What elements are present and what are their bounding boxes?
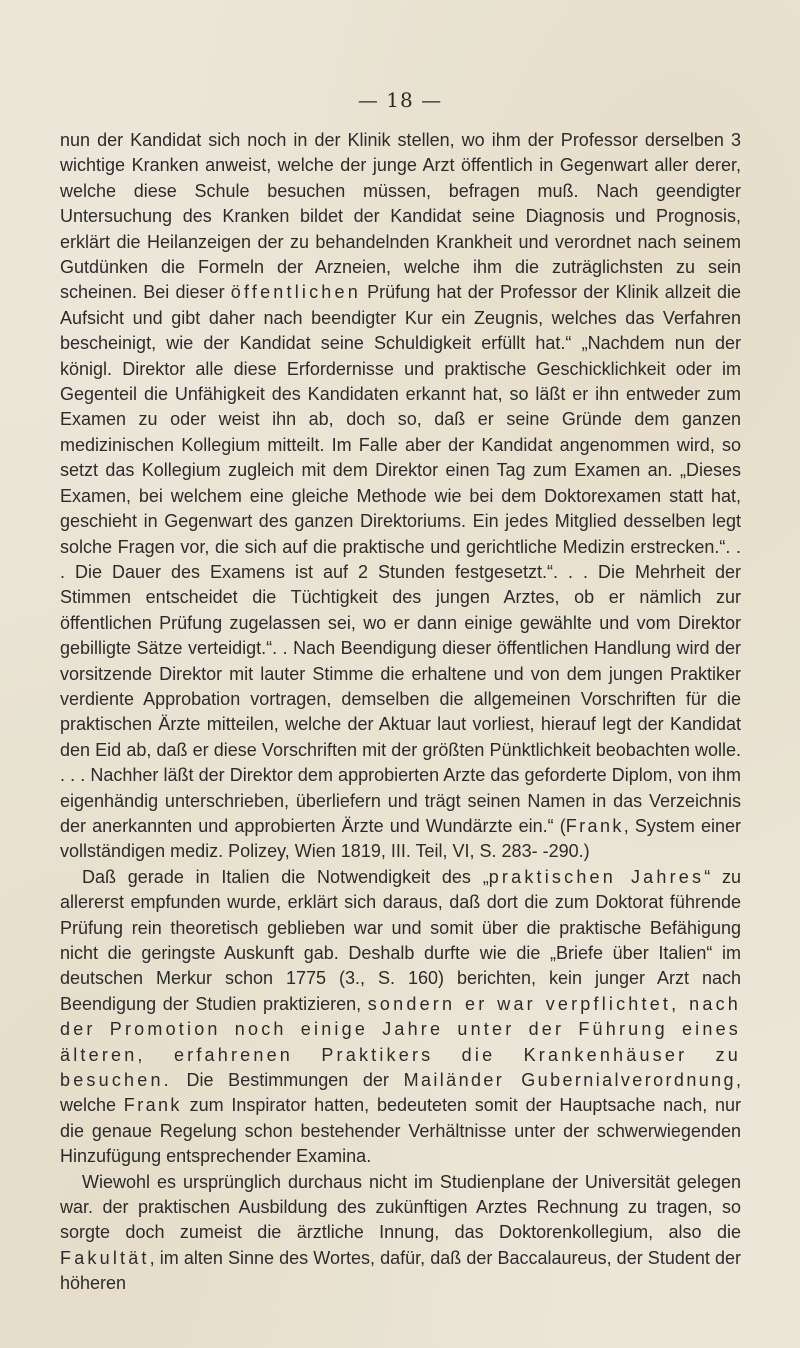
text-segment: zum Inspirator hatten, bedeuteten somit der Hauptsache nach, nur die genaue Regelung schon bestehender Verhältnisse unter der schwerwiegenden Hinzufügung entsprechender Examina. <box>60 1095 741 1167</box>
spaced-emphasis: Fakultät <box>60 1247 150 1268</box>
text-segment: Wiewohl es ursprünglich durchaus nicht im Studienplane der Universität gelegen war. der praktischen Ausbildung des zukünftigen Arztes Rechnung zu tragen, so sorgte doch zumeist die ärztliche Innung, das Doktorenkollegium, also die <box>60 1171 741 1243</box>
page-number: — 18 — <box>357 88 443 112</box>
text-segment: Daß gerade in Italien die Notwendigkeit des „ <box>82 866 489 887</box>
text-segment: “ zu allererst empfunden wurde, erklärt sich daraus, daß dort die zum Doktorat führende Prüfung rein theoretisch geblieben war und somit über die praktische Befähigung nicht die geringste Auskunft gab. Deshalb durfte wie die „Briefe über Italien“ im deutschen Merkur schon 1775 (3., S. 160) berichten, kein junger Arzt nach Beendigung der Studien praktizieren, <box>60 866 741 1014</box>
spaced-emphasis: Frank <box>565 815 624 836</box>
text-segment: Die Bestimmungen der <box>171 1070 404 1091</box>
spaced-emphasis: praktischen Jahres <box>488 866 705 887</box>
paragraph-1 <box>60 128 741 865</box>
text-segment: , System einer vollständigen mediz. Polizey, Wien 1819, III. Teil, VI, S. 283- -290.) <box>60 815 741 862</box>
text-segment: , im alten Sinne des Wortes, dafür, daß der Baccalaureus, der Student der höheren <box>60 1247 741 1294</box>
paragraph-2 <box>60 865 741 1170</box>
spaced-emphasis: Frank <box>123 1095 182 1116</box>
text-segment: Prüfung hat der Professor der Klinik allzeit die Aufsicht und gibt daher nach beendigter Kur ein Zeugnis, welches das Verfahren bescheinigt, wie der Kandidat seine Schuldigkeit erfüllt hat.“ „Nachdem nun der königl. Direktor alle diese Erfordernisse und praktische Geschicklichkeit oder im Gegenteil die Unfähigkeit des Kandidaten erkannt hat, so läßt er ihn entweder zum Examen zu oder weist ihn ab, doch so, daß er seine Gründe dem ganzen medizinischen Kollegium mitteilt. Im Falle aber der Kandidat angenommen wird, so setzt das Kollegium zugleich mit dem Direktor einen Tag zum Examen an. „Dieses Examen, bei welchem eine gleiche Methode wie bei dem Doktorexamen statt hat, geschieht in Gegenwart des ganzen Direktoriums. Ein jedes Mitglied desselben legt solche Fragen vor, die sich auf die praktische und gerichtliche Medizin erstrecken.“. . . Die Dauer des Examens ist auf 2 Stunden festgesetzt.“. . . Die Mehrheit der Stimmen entscheidet die Tüchtigkeit des jungen Arztes, ob er nämlich zur öffentlichen Prüfung zugelassen sei, wo er dann einige gewählte und vom Direktor gebilligte Sätze verteidigt.“. . Nach Beendigung dieser öffentlichen Handlung wird der vorsitzende Direktor mit lauter Stimme die erhaltene und von dem jungen Praktiker verdiente Approbation vortragen, demselben die allgemeinen Vorschriften für die praktischen Ärzte mitteilen, welche der Aktuar laut vorliest, hierauf legt der Kandidat den Eid ab, daß er diese Vorschriften mit der größten Pünktlichkeit beobachten wolle. . . . Nachher läßt der Direktor dem approbierten Arzte das geforderte Diplom, von ihm eigenhändig unterschrieben, überliefern und trägt seinen Namen in das Verzeichnis der anerkannten und approbierten Ärzte und Wundärzte ein.“ ( <box>60 282 741 836</box>
paragraph-3 <box>60 1170 741 1297</box>
spaced-emphasis: öffentlichen <box>230 282 361 303</box>
text-segment: , welche <box>60 1070 741 1116</box>
spaced-emphasis: Mailänder Gubernialverordnung <box>403 1070 736 1091</box>
spaced-emphasis: sondern er war verpflichtet, nach der Promotion noch einige Jahre unter der Führung eines älteren, erfahrenen Praktikers die Krankenhäuser zu besuchen. <box>60 993 741 1091</box>
text-segment: nun der Kandidat sich noch in der Klinik stellen, wo ihm der Professor derselben 3 wichtige Kranken anweist, welche der junge Arzt öffentlich in Gegenwart aller derer, welche diese Schule besuchen müssen, befragen muß. Nach geendigter Untersuchung des Kranken bildet der Kandidat seine Diagnosis und Prognosis, erklärt die Heilanzeigen der zu behandelnden Krankheit und verordnet nach seinem Gutdünken die Formeln der Arzneien, welche ihm die zuträglichsten zu sein scheinen. Bei dieser <box>60 130 741 303</box>
body-text <box>60 128 741 1297</box>
